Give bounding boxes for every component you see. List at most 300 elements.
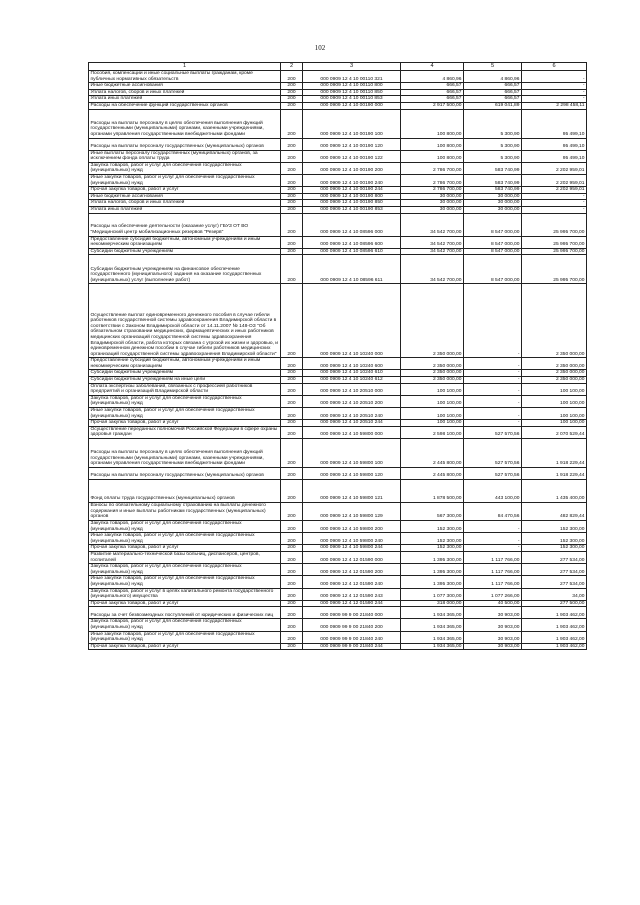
row-name-cell: Иные выплаты персоналу государственных (муниципальных) органов, за исключением фонда оплаты труда — [89, 150, 281, 162]
budget-code-cell: 000 0909 12 4 10 00190 800 — [303, 193, 401, 200]
executed-amount-cell: 30 000,00 — [464, 200, 522, 207]
unexecuted-amount-cell: 25 995 700,00 — [522, 255, 587, 284]
row-name-cell: Иные закупки товаров, работ и услуг для обеспечения государственных (муниципальных) нужд — [89, 631, 281, 643]
row-name-cell: Уплата налогов, сборов и иных платежей — [89, 89, 281, 96]
approved-amount-cell: 30 000,00 — [401, 193, 464, 200]
executed-amount-cell: 30 903,00 — [464, 619, 522, 631]
row-name-cell: Развитие материально-технической базы больниц, диспансеров, центров, госпиталей — [89, 551, 281, 563]
budget-code-cell: 000 0909 12 4 10 59800 240 — [303, 533, 401, 545]
executed-amount-cell: 5 300,90 — [464, 150, 522, 162]
executed-amount-cell: 40 500,00 — [464, 600, 522, 607]
budget-code-cell: 000 0909 12 4 10 00110 850 — [303, 89, 401, 96]
executed-amount-cell: 527 570,56 — [464, 426, 522, 438]
unexecuted-amount-cell: 2 350 000,00 — [522, 284, 587, 358]
table-row — [89, 109, 587, 138]
approved-amount-cell: 666,57 — [401, 89, 464, 96]
row-name-cell: Фонд оплаты труда государственных (муниципальных) органов — [89, 480, 281, 503]
budget-table — [88, 62, 587, 650]
approved-amount-cell: 1 934 365,00 — [401, 631, 464, 643]
line-code-cell: 200 — [281, 89, 303, 96]
approved-amount-cell: 1 077 300,00 — [401, 588, 464, 600]
budget-code-cell: 000 0909 12 4 10 00190 853 — [303, 206, 401, 213]
row-name-cell: Субсидии бюджетным учреждениям — [89, 248, 281, 255]
line-code-cell: 200 — [281, 83, 303, 90]
line-code-cell: 200 — [281, 248, 303, 255]
unexecuted-amount-cell: - — [522, 96, 587, 103]
unexecuted-amount-cell: 152 300,00 — [522, 521, 587, 533]
line-code-cell: 200 — [281, 600, 303, 607]
unexecuted-amount-cell: 100 100,00 — [522, 420, 587, 427]
unexecuted-amount-cell: 152 300,00 — [522, 533, 587, 545]
unexecuted-amount-cell: 277 500,00 — [522, 600, 587, 607]
table-row — [89, 150, 587, 162]
approved-amount-cell: 666,57 — [401, 96, 464, 103]
approved-amount-cell: 2 445 800,00 — [401, 468, 464, 480]
executed-amount-cell: 1 077 266,00 — [464, 588, 522, 600]
executed-amount-cell: 8 547 000,00 — [464, 248, 522, 255]
unexecuted-amount-cell: 482 829,44 — [522, 503, 587, 521]
table-row — [89, 96, 587, 103]
row-name-cell: Субсидии бюджетным учреждениям на финансовое обеспечение государственного (муниципального) задания на оказание государственных (муниципальных) услуг (выполнение работ) — [89, 255, 281, 284]
budget-code-cell: 000 0909 12 4 12 01590 243 — [303, 588, 401, 600]
budget-code-cell: 000 0909 12 4 10 59800 100 — [303, 439, 401, 468]
budget-code-cell: 000 0909 99 9 00 21840 000 — [303, 607, 401, 619]
line-code-cell: 200 — [281, 503, 303, 521]
table-row — [89, 426, 587, 438]
executed-amount-cell: 583 740,99 — [464, 162, 522, 174]
approved-amount-cell: 152 300,00 — [401, 545, 464, 552]
unexecuted-amount-cell: 95 499,10 — [522, 109, 587, 138]
approved-amount-cell: 34 542 700,00 — [401, 255, 464, 284]
approved-amount-cell: 2 350 000,00 — [401, 370, 464, 377]
approved-amount-cell: 100 800,00 — [401, 109, 464, 138]
line-code-cell: 200 — [281, 551, 303, 563]
line-code-cell: 200 — [281, 643, 303, 650]
budget-code-cell: 000 0909 99 9 00 21840 240 — [303, 631, 401, 643]
unexecuted-amount-cell: - — [522, 83, 587, 90]
table-row — [89, 102, 587, 109]
table-row — [89, 420, 587, 427]
approved-amount-cell: 1 395 300,00 — [401, 551, 464, 563]
executed-amount-cell: 1 117 766,00 — [464, 551, 522, 563]
page-number: 102 — [314, 44, 326, 52]
unexecuted-amount-cell: 2 070 529,44 — [522, 426, 587, 438]
budget-code-cell: 000 0909 99 9 00 21840 200 — [303, 619, 401, 631]
unexecuted-amount-cell: 1 918 229,44 — [522, 439, 587, 468]
row-name-cell: Расходы за счет безвозмездных поступлений от юридических и физических лиц — [89, 607, 281, 619]
row-name-cell: Иные бюджетные ассигнования — [89, 193, 281, 200]
approved-amount-cell: 2 917 500,00 — [401, 102, 464, 109]
budget-code-cell: 000 0909 12 4 10 59800 129 — [303, 503, 401, 521]
budget-code-cell: 000 0909 12 4 10 20510 200 — [303, 395, 401, 407]
executed-amount-cell: 30 903,00 — [464, 607, 522, 619]
row-name-cell: Расходы на обеспечение функций государственных органов — [89, 102, 281, 109]
unexecuted-amount-cell: 152 300,00 — [522, 545, 587, 552]
budget-code-cell: 000 0909 12 4 10 08596 000 — [303, 213, 401, 236]
executed-amount-cell: 30 000,00 — [464, 193, 522, 200]
budget-code-cell: 000 0909 12 4 10 59800 244 — [303, 545, 401, 552]
table-row — [89, 248, 587, 255]
table-row — [89, 468, 587, 480]
line-code-cell: 200 — [281, 521, 303, 533]
approved-amount-cell: 30 000,00 — [401, 206, 464, 213]
row-name-cell: Закупка товаров, работ и услуг для обеспечения государственных (муниципальных) нужд — [89, 162, 281, 174]
table-row — [89, 383, 587, 395]
row-name-cell: Иные закупки товаров, работ и услуг для обеспечения государственных (муниципальных) нужд — [89, 533, 281, 545]
unexecuted-amount-cell: 100 100,00 — [522, 408, 587, 420]
approved-amount-cell: 34 542 700,00 — [401, 213, 464, 236]
line-code-cell: 200 — [281, 138, 303, 150]
budget-code-cell: 000 0909 12 4 10 00110 800 — [303, 83, 401, 90]
line-code-cell: 200 — [281, 358, 303, 370]
table-row — [89, 71, 587, 83]
line-code-cell: 200 — [281, 213, 303, 236]
approved-amount-cell: 1 934 365,00 — [401, 643, 464, 650]
line-code-cell: 200 — [281, 150, 303, 162]
approved-amount-cell: 2 350 000,00 — [401, 284, 464, 358]
budget-code-cell: 000 0909 12 4 12 01590 244 — [303, 600, 401, 607]
unexecuted-amount-cell: 25 995 700,00 — [522, 248, 587, 255]
column-header: 3 — [303, 63, 401, 71]
row-name-cell: Расходы на выплаты персоналу государственных (муниципальных) органов — [89, 138, 281, 150]
executed-amount-cell: 583 740,99 — [464, 174, 522, 186]
row-name-cell: Прочая закупка товаров, работ и услуг — [89, 187, 281, 194]
line-code-cell: 200 — [281, 480, 303, 503]
table-row — [89, 408, 587, 420]
line-code-cell: 200 — [281, 96, 303, 103]
executed-amount-cell: 619 041,89 — [464, 102, 522, 109]
budget-code-cell: 000 0909 12 4 10 20510 240 — [303, 408, 401, 420]
column-header: 1 — [89, 63, 281, 71]
line-code-cell: 200 — [281, 426, 303, 438]
unexecuted-amount-cell: 25 995 700,00 — [522, 213, 587, 236]
row-name-cell: Уплата иных платежей — [89, 96, 281, 103]
budget-code-cell: 000 0909 12 4 10 10240 612 — [303, 377, 401, 384]
table-row — [89, 162, 587, 174]
table-row — [89, 370, 587, 377]
table-row — [89, 200, 587, 207]
approved-amount-cell: 1 934 365,00 — [401, 619, 464, 631]
unexecuted-amount-cell: - — [522, 71, 587, 83]
line-code-cell: 200 — [281, 408, 303, 420]
executed-amount-cell: 84 470,56 — [464, 503, 522, 521]
row-name-cell: Уплата иных платежей — [89, 206, 281, 213]
executed-amount-cell: 8 547 000,00 — [464, 213, 522, 236]
approved-amount-cell: 2 350 000,00 — [401, 358, 464, 370]
row-name-cell: Осуществление выплат единовременного денежного пособия в случае гибели работников государственной системы здравоохранения Владимирской области в соответствии с Законом Владимирской области от 14.11.2007 № 148-ОЗ "Об обязательном страховании медицинских, фармацевтических и иных работников медицинских организаций государственной системы здравоохранения Владимирской области, работа которых связана с угрозой их жизни и здоровью, и единовременном денежном пособии в случае гибели работников медицинских организаций государственной системы здравоохранения Владимирской области" — [89, 284, 281, 358]
budget-code-cell: 000 0909 12 4 10 00190 100 — [303, 109, 401, 138]
table-row — [89, 193, 587, 200]
executed-amount-cell: - — [464, 358, 522, 370]
approved-amount-cell: 2 598 100,00 — [401, 426, 464, 438]
table-row — [89, 480, 587, 503]
executed-amount-cell: 1 117 766,00 — [464, 576, 522, 588]
executed-amount-cell: - — [464, 284, 522, 358]
unexecuted-amount-cell: 2 298 458,11 — [522, 102, 587, 109]
column-header: 4 — [401, 63, 464, 71]
approved-amount-cell: 100 100,00 — [401, 383, 464, 395]
executed-amount-cell: - — [464, 420, 522, 427]
executed-amount-cell: 583 740,99 — [464, 187, 522, 194]
row-name-cell: Прочая закупка товаров, работ и услуг — [89, 600, 281, 607]
unexecuted-amount-cell: 95 499,10 — [522, 150, 587, 162]
budget-code-cell: 000 0909 12 4 10 10240 600 — [303, 358, 401, 370]
table-row — [89, 395, 587, 407]
unexecuted-amount-cell: 25 995 700,00 — [522, 236, 587, 248]
executed-amount-cell: - — [464, 521, 522, 533]
approved-amount-cell: 1 395 300,00 — [401, 564, 464, 576]
line-code-cell: 200 — [281, 236, 303, 248]
table-row — [89, 576, 587, 588]
budget-code-cell: 000 0909 12 4 12 01590 240 — [303, 576, 401, 588]
table-row — [89, 545, 587, 552]
table-row — [89, 551, 587, 563]
unexecuted-amount-cell: - — [522, 206, 587, 213]
line-code-cell: 200 — [281, 588, 303, 600]
row-name-cell: Закупка товаров, работ и услуг в целях капитального ремонта государственного (муниципального) имущества — [89, 588, 281, 600]
row-name-cell: Прочая закупка товаров, работ и услуг — [89, 420, 281, 427]
row-name-cell: Расходы на выплаты персоналу в целях обеспечения выполнения функций государственными (муниципальными) органами, казенными учреждениями, органами управления государственными внебюджетными фондами — [89, 439, 281, 468]
table-row — [89, 503, 587, 521]
row-name-cell: Субсидии бюджетным учреждениям на иные цели — [89, 377, 281, 384]
column-header: 2 — [281, 63, 303, 71]
table-row — [89, 358, 587, 370]
line-code-cell: 200 — [281, 174, 303, 186]
line-code-cell: 200 — [281, 370, 303, 377]
header-row — [89, 63, 587, 71]
approved-amount-cell: 2 786 700,00 — [401, 187, 464, 194]
executed-amount-cell: 8 547 000,00 — [464, 255, 522, 284]
approved-amount-cell: 1 878 500,00 — [401, 480, 464, 503]
budget-code-cell: 000 0909 12 4 10 00110 853 — [303, 96, 401, 103]
line-code-cell: 200 — [281, 377, 303, 384]
line-code-cell: 200 — [281, 576, 303, 588]
table-row — [89, 255, 587, 284]
unexecuted-amount-cell: 2 202 959,01 — [522, 174, 587, 186]
unexecuted-amount-cell: 100 100,00 — [522, 383, 587, 395]
budget-code-cell: 000 0909 12 4 10 20510 244 — [303, 420, 401, 427]
approved-amount-cell: 30 000,00 — [401, 200, 464, 207]
table-row — [89, 187, 587, 194]
unexecuted-amount-cell: 1 903 462,00 — [522, 607, 587, 619]
executed-amount-cell: - — [464, 383, 522, 395]
unexecuted-amount-cell: 2 202 959,01 — [522, 162, 587, 174]
budget-code-cell: 000 0909 12 4 10 20510 000 — [303, 383, 401, 395]
table-row — [89, 439, 587, 468]
unexecuted-amount-cell: 1 918 229,44 — [522, 468, 587, 480]
row-name-cell: Прочая закупка товаров, работ и услуг — [89, 545, 281, 552]
approved-amount-cell: 34 542 700,00 — [401, 248, 464, 255]
row-name-cell: Взносы по обязательному социальному страхованию на выплаты денежного содержания и иные выплаты работникам государственных (муниципальных) органов — [89, 503, 281, 521]
line-code-cell: 200 — [281, 564, 303, 576]
executed-amount-cell: 1 117 766,00 — [464, 564, 522, 576]
row-name-cell: Иные бюджетные ассигнования — [89, 83, 281, 90]
line-code-cell: 200 — [281, 439, 303, 468]
budget-code-cell: 000 0909 12 4 10 00110 321 — [303, 71, 401, 83]
approved-amount-cell: 152 300,00 — [401, 533, 464, 545]
unexecuted-amount-cell: 1 903 462,00 — [522, 643, 587, 650]
unexecuted-amount-cell: 277 534,00 — [522, 551, 587, 563]
budget-code-cell: 000 0909 12 4 10 59800 200 — [303, 521, 401, 533]
row-name-cell: Субсидии бюджетным учреждениям — [89, 370, 281, 377]
table-row — [89, 174, 587, 186]
row-name-cell: Оплата экспертизы заболеваний, связанных с профессией работников предприятий и организаций Владимирской области — [89, 383, 281, 395]
column-header: 5 — [464, 63, 522, 71]
line-code-cell: 200 — [281, 395, 303, 407]
approved-amount-cell: 2 445 800,00 — [401, 439, 464, 468]
executed-amount-cell: 30 903,00 — [464, 631, 522, 643]
table-row — [89, 377, 587, 384]
column-header: 6 — [522, 63, 587, 71]
table-row — [89, 643, 587, 650]
table-row — [89, 533, 587, 545]
row-name-cell: Закупка товаров, работ и услуг для обеспечения государственных (муниципальных) нужд — [89, 395, 281, 407]
budget-code-cell: 000 0909 12 4 10 00190 122 — [303, 150, 401, 162]
line-code-cell: 200 — [281, 200, 303, 207]
executed-amount-cell: 666,57 — [464, 89, 522, 96]
unexecuted-amount-cell: 1 435 400,00 — [522, 480, 587, 503]
line-code-cell: 200 — [281, 102, 303, 109]
unexecuted-amount-cell: 277 534,00 — [522, 564, 587, 576]
executed-amount-cell: - — [464, 408, 522, 420]
line-code-cell: 200 — [281, 420, 303, 427]
table-row — [89, 236, 587, 248]
unexecuted-amount-cell: - — [522, 193, 587, 200]
executed-amount-cell: 5 300,90 — [464, 109, 522, 138]
executed-amount-cell: - — [464, 377, 522, 384]
table-row — [89, 588, 587, 600]
row-name-cell: Закупка товаров, работ и услуг для обеспечения государственных (муниципальных) нужд — [89, 564, 281, 576]
executed-amount-cell: - — [464, 370, 522, 377]
table-row — [89, 521, 587, 533]
executed-amount-cell: 666,57 — [464, 83, 522, 90]
approved-amount-cell: 318 000,00 — [401, 600, 464, 607]
unexecuted-amount-cell: 2 350 000,00 — [522, 358, 587, 370]
executed-amount-cell: 666,57 — [464, 96, 522, 103]
approved-amount-cell: 1 934 365,00 — [401, 607, 464, 619]
unexecuted-amount-cell: 1 903 462,00 — [522, 631, 587, 643]
executed-amount-cell: 30 903,00 — [464, 643, 522, 650]
line-code-cell: 200 — [281, 71, 303, 83]
table-row — [89, 83, 587, 90]
row-name-cell: Уплата налогов, сборов и иных платежей — [89, 200, 281, 207]
table-row — [89, 206, 587, 213]
approved-amount-cell: 100 100,00 — [401, 420, 464, 427]
executed-amount-cell: 30 000,00 — [464, 206, 522, 213]
unexecuted-amount-cell: 95 499,10 — [522, 138, 587, 150]
executed-amount-cell: - — [464, 395, 522, 407]
line-code-cell: 200 — [281, 631, 303, 643]
line-code-cell: 200 — [281, 206, 303, 213]
approved-amount-cell: 4 860,96 — [401, 71, 464, 83]
table-row — [89, 607, 587, 619]
row-name-cell: Осуществление переданных полномочий Российской Федерации в сфере охраны здоровья граждан — [89, 426, 281, 438]
line-code-cell: 200 — [281, 607, 303, 619]
unexecuted-amount-cell: 1 903 462,00 — [522, 619, 587, 631]
budget-code-cell: 000 0909 12 4 10 10240 000 — [303, 284, 401, 358]
executed-amount-cell: 527 570,56 — [464, 439, 522, 468]
row-name-cell: Предоставление субсидий бюджетным, автономным учреждениям и иным некоммерческим организациям — [89, 236, 281, 248]
executed-amount-cell: 5 300,90 — [464, 138, 522, 150]
approved-amount-cell: 1 395 300,00 — [401, 576, 464, 588]
approved-amount-cell: 34 542 700,00 — [401, 236, 464, 248]
executed-amount-cell: - — [464, 533, 522, 545]
unexecuted-amount-cell: 34,00 — [522, 588, 587, 600]
line-code-cell: 200 — [281, 187, 303, 194]
unexecuted-amount-cell: 277 534,00 — [522, 576, 587, 588]
budget-code-cell: 000 0909 12 4 10 08596 610 — [303, 248, 401, 255]
unexecuted-amount-cell: - — [522, 200, 587, 207]
unexecuted-amount-cell: - — [522, 89, 587, 96]
budget-code-cell: 000 0909 12 4 10 00190 200 — [303, 162, 401, 174]
executed-amount-cell: 8 547 000,00 — [464, 236, 522, 248]
unexecuted-amount-cell: 2 202 959,01 — [522, 187, 587, 194]
line-code-cell: 200 — [281, 255, 303, 284]
executed-amount-cell: 443 100,00 — [464, 480, 522, 503]
budget-code-cell: 000 0909 12 4 12 01590 200 — [303, 564, 401, 576]
budget-code-cell: 000 0909 12 4 10 59800 121 — [303, 480, 401, 503]
budget-code-cell: 000 0909 12 4 10 00190 240 — [303, 174, 401, 186]
table-row — [89, 213, 587, 236]
executed-amount-cell: 527 570,56 — [464, 468, 522, 480]
executed-amount-cell: 4 860,96 — [464, 71, 522, 83]
table-row — [89, 89, 587, 96]
unexecuted-amount-cell: 2 350 000,00 — [522, 370, 587, 377]
budget-code-cell: 000 0909 12 4 10 00190 000 — [303, 102, 401, 109]
budget-code-cell: 000 0909 12 4 10 08596 611 — [303, 255, 401, 284]
row-name-cell: Расходы на выплаты персоналу государственных (муниципальных) органов — [89, 468, 281, 480]
table-row — [89, 138, 587, 150]
budget-code-cell: 000 0909 12 4 10 10240 610 — [303, 370, 401, 377]
approved-amount-cell: 100 100,00 — [401, 408, 464, 420]
table-row — [89, 631, 587, 643]
line-code-cell: 200 — [281, 109, 303, 138]
budget-code-cell: 000 0909 12 4 10 08596 600 — [303, 236, 401, 248]
row-name-cell: Иные закупки товаров, работ и услуг для обеспечения государственных (муниципальных) нужд — [89, 408, 281, 420]
approved-amount-cell: 666,57 — [401, 83, 464, 90]
line-code-cell: 200 — [281, 162, 303, 174]
line-code-cell: 200 — [281, 193, 303, 200]
table-row — [89, 284, 587, 358]
approved-amount-cell: 567 300,00 — [401, 503, 464, 521]
budget-code-cell: 000 0909 12 4 10 00190 244 — [303, 187, 401, 194]
approved-amount-cell: 100 800,00 — [401, 138, 464, 150]
unexecuted-amount-cell: 100 100,00 — [522, 395, 587, 407]
line-code-cell: 200 — [281, 468, 303, 480]
unexecuted-amount-cell: 2 350 000,00 — [522, 377, 587, 384]
approved-amount-cell: 152 300,00 — [401, 521, 464, 533]
budget-code-cell: 000 0909 99 9 00 21840 244 — [303, 643, 401, 650]
line-code-cell: 200 — [281, 619, 303, 631]
row-name-cell: Закупка товаров, работ и услуг для обеспечения государственных (муниципальных) нужд — [89, 521, 281, 533]
budget-code-cell: 000 0909 12 4 12 01590 000 — [303, 551, 401, 563]
row-name-cell: Пособия, компенсации и иные социальные выплаты гражданам, кроме публичных нормативных обязательств — [89, 71, 281, 83]
approved-amount-cell: 100 100,00 — [401, 395, 464, 407]
budget-code-cell: 000 0909 12 4 10 59800 120 — [303, 468, 401, 480]
line-code-cell: 200 — [281, 284, 303, 358]
budget-code-cell: 000 0909 12 4 10 00190 850 — [303, 200, 401, 207]
row-name-cell: Расходы на выплаты персоналу в целях обеспечения выполнения функций государственными (муниципальными) органами, казенными учреждениями, органами управления государственными внебюджетными фондами — [89, 109, 281, 138]
table-row — [89, 564, 587, 576]
line-code-cell: 200 — [281, 533, 303, 545]
budget-code-cell: 000 0909 12 4 10 59800 000 — [303, 426, 401, 438]
row-name-cell: Закупка товаров, работ и услуг для обеспечения государственных (муниципальных) нужд — [89, 619, 281, 631]
row-name-cell: Предоставление субсидий бюджетным, автономным учреждениям и иным некоммерческим организациям — [89, 358, 281, 370]
approved-amount-cell: 2 786 700,00 — [401, 162, 464, 174]
row-name-cell: Прочая закупка товаров, работ и услуг — [89, 643, 281, 650]
table-row — [89, 600, 587, 607]
row-name-cell: Иные закупки товаров, работ и услуг для обеспечения государственных (муниципальных) нужд — [89, 576, 281, 588]
